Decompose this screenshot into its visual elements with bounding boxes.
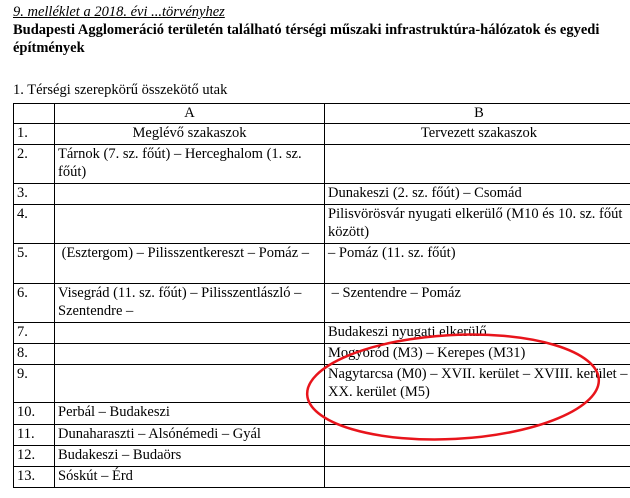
row-number: 1.: [14, 124, 55, 145]
table-row: [14, 124, 630, 145]
planned-section-cell: [325, 425, 630, 446]
column-letter-b: B: [325, 104, 630, 124]
planned-section-cell: Pilisvörösvár nyugati elkerülő (M10 és 10. sz. főút között): [325, 205, 630, 244]
table-header-row: [14, 104, 630, 124]
row-number: 13.: [14, 467, 55, 488]
existing-section-cell: (Esztergom) – Pilisszentkereszt – Pomáz –: [55, 244, 325, 284]
row-number: 6.: [14, 284, 55, 323]
planned-section-cell: Dunakeszi (2. sz. főút) – Csomád: [325, 184, 630, 205]
row-number: 12.: [14, 446, 55, 467]
row-number: 5.: [14, 244, 55, 284]
planned-section-cell: – Pomáz (11. sz. főút): [325, 244, 630, 284]
planned-section-cell: Nagytarcsa (M0) – XVII. kerület – XVIII. kerület – XX. kerület (M5): [325, 365, 630, 403]
existing-section-cell: Dunaharaszti – Alsónémedi – Gyál: [55, 425, 325, 446]
table-row: [14, 344, 630, 365]
table-corner-cell: [14, 104, 55, 124]
planned-section-cell: – Szentendre – Pomáz: [325, 284, 630, 323]
column-letter-a: A: [55, 104, 325, 124]
existing-section-cell: [55, 344, 325, 365]
existing-section-cell: [55, 184, 325, 205]
planned-section-cell: Budakeszi nyugati elkerülő: [325, 323, 630, 344]
table-row: [14, 184, 630, 205]
column-a-heading: Meglévő szakaszok: [55, 124, 325, 145]
document-title: Budapesti Agglomeráció területén található térségi műszaki infrastruktúra-hálózatok és egyedi építmények: [13, 22, 600, 56]
section-title: 1. Térségi szerepkörű összekötő utak: [13, 82, 228, 98]
row-number: 2.: [14, 145, 55, 184]
existing-section-cell: Budakeszi – Budaörs: [55, 446, 325, 467]
existing-section-cell: Perbál – Budakeszi: [55, 403, 325, 425]
table-row: [14, 467, 630, 488]
row-number: 4.: [14, 205, 55, 244]
row-number: 8.: [14, 344, 55, 365]
column-b-heading: Tervezett szakaszok: [325, 124, 630, 145]
row-number: 9.: [14, 365, 55, 403]
planned-section-cell: [325, 145, 630, 184]
row-number: 3.: [14, 184, 55, 205]
table-row: [14, 205, 630, 244]
table-row: [14, 403, 630, 425]
existing-section-cell: [55, 323, 325, 344]
table-row: [14, 284, 630, 323]
row-number: 7.: [14, 323, 55, 344]
table-row: [14, 425, 630, 446]
table-row: [14, 446, 630, 467]
planned-section-cell: [325, 467, 630, 488]
existing-section-cell: [55, 205, 325, 244]
table-row: [14, 244, 630, 284]
existing-section-cell: Sóskút – Érd: [55, 467, 325, 488]
planned-section-cell: [325, 446, 630, 467]
row-number: 11.: [14, 425, 55, 446]
row-number: 10.: [14, 403, 55, 425]
road-sections-table: [13, 103, 630, 488]
annex-reference: 9. melléklet a 2018. évi ...törvényhez: [13, 4, 225, 20]
existing-section-cell: [55, 365, 325, 403]
table-row: [14, 145, 630, 184]
existing-section-cell: Tárnok (7. sz. főút) – Herceghalom (1. sz. főút): [55, 145, 325, 184]
planned-section-cell: [325, 403, 630, 425]
table-row: [14, 365, 630, 403]
table-row: [14, 323, 630, 344]
existing-section-cell: Visegrád (11. sz. főút) – Pilisszentlászló – Szentendre –: [55, 284, 325, 323]
planned-section-cell: Mogyoród (M3) – Kerepes (M31): [325, 344, 630, 365]
